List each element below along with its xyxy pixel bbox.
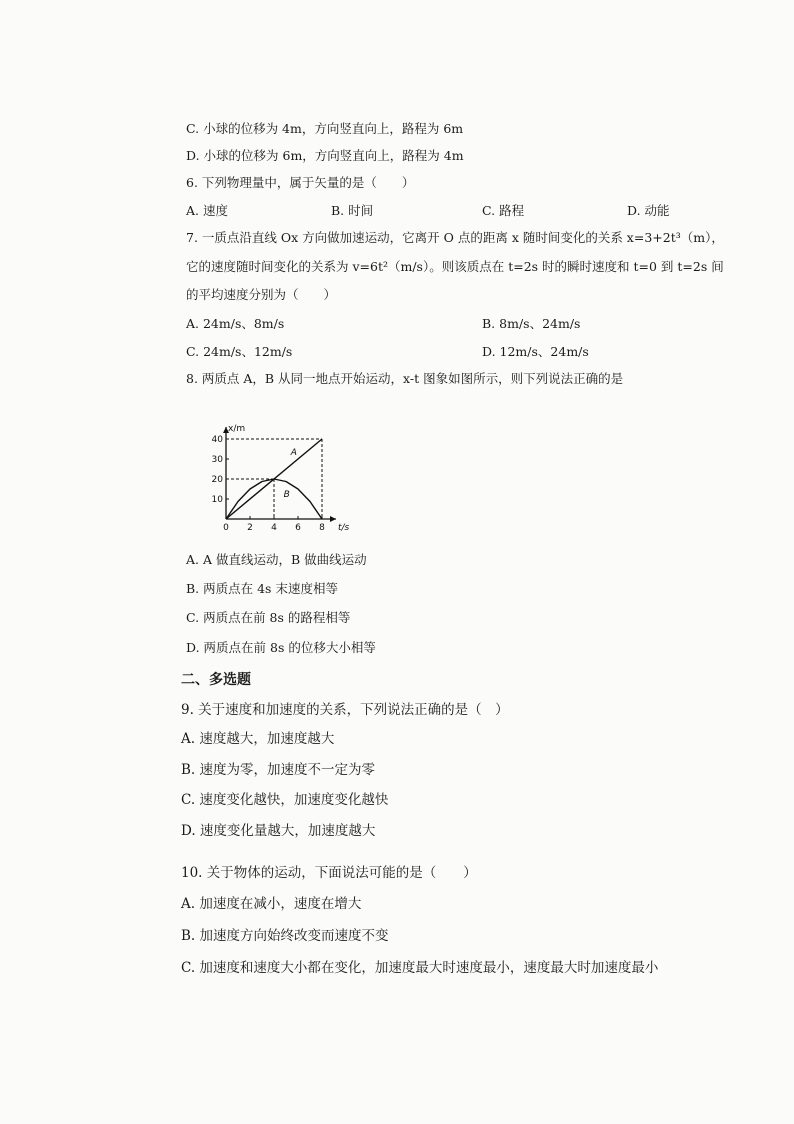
q8-option-b: B. 两质点在 4s 末速度相等 — [186, 581, 338, 596]
xt-graph — [206, 418, 356, 536]
x-tick-label: 8 — [319, 523, 325, 533]
q10-stem: 10. 关于物体的运动，下面说法可能的是（ ） — [181, 865, 477, 881]
q9-option-a: A. 速度越大，加速度越大 — [181, 731, 335, 747]
q9-stem: 9. 关于速度和加速度的关系，下列说法正确的是（ ） — [181, 702, 509, 718]
x-tick-label: 2 — [247, 523, 253, 533]
q8-option-d: D. 两质点在前 8s 的位移大小相等 — [186, 640, 376, 655]
q10-option-b: B. 加速度方向始终改变而速度不变 — [181, 928, 389, 944]
q5-option-c: C. 小球的位移为 4m，方向竖直向上，路程为 6m — [186, 121, 464, 136]
q7-stem-line1: 7. 一质点沿直线 Ox 方向做加速运动，它离开 O 点的距离 x 随时间变化的关系 x=3+2t³（m）， — [186, 230, 724, 245]
q6-option-c: C. 路程 — [482, 203, 525, 218]
y-tick-label: 30 — [211, 455, 223, 465]
section-title-multiple-choice: 二、多选题 — [181, 672, 251, 688]
q8-stem: 8. 两质点 A，B 从同一地点开始运动，x-t 图象如图所示，则下列说法正确的是 — [186, 371, 624, 386]
q7-stem-line2: 它的速度随时间变化的关系为 v=6t²（m/s）。则该质点在 t=2s 时的瞬时速度和 t=0 到 t=2s 间 — [186, 259, 724, 274]
q9-option-b: B. 速度为零，加速度不一定为零 — [181, 762, 376, 778]
q7-option-d: D. 12m/s、24m/s — [482, 344, 589, 359]
y-tick-label: 20 — [211, 475, 223, 485]
y-axis-label: x/m — [228, 424, 246, 434]
x-tick-label: 0 — [223, 523, 229, 533]
x-axis-arrow — [330, 516, 336, 522]
y-tick-label: 10 — [211, 495, 223, 505]
q7-option-b: B. 8m/s、24m/s — [482, 316, 581, 331]
q6-option-b: B. 时间 — [331, 203, 374, 218]
q7-option-c: C. 24m/s、12m/s — [186, 344, 293, 359]
q8-option-c: C. 两质点在前 8s 的路程相等 — [186, 610, 351, 625]
q5-option-d: D. 小球的位移为 6m，方向竖直向上，路程为 4m — [186, 148, 464, 163]
x-tick-label: 6 — [295, 523, 301, 533]
q6-option-a: A. 速度 — [186, 203, 228, 218]
q8-option-a: A. A 做直线运动，B 做曲线运动 — [186, 552, 367, 567]
series-label-A: A — [290, 448, 297, 458]
x-tick-label: 4 — [271, 523, 277, 533]
series-label-B: B — [283, 490, 290, 500]
q7-stem-line3: 的平均速度分别为（ ） — [186, 287, 337, 302]
q6-stem: 6. 下列物理量中，属于矢量的是（ ） — [186, 175, 415, 190]
q10-option-a: A. 加速度在减小，速度在增大 — [181, 896, 362, 912]
x-axis-label: t/s — [338, 523, 350, 533]
q6-option-d: D. 动能 — [627, 203, 670, 218]
y-tick-label: 40 — [211, 435, 223, 445]
q10-option-c: C. 加速度和速度大小都在变化，加速度最大时速度最小，速度最大时加速度最小 — [181, 960, 659, 976]
q9-option-d: D. 速度变化量越大，加速度越大 — [181, 823, 376, 839]
q9-option-c: C. 速度变化越快，加速度变化越快 — [181, 792, 389, 808]
q7-option-a: A. 24m/s、8m/s — [186, 316, 285, 331]
